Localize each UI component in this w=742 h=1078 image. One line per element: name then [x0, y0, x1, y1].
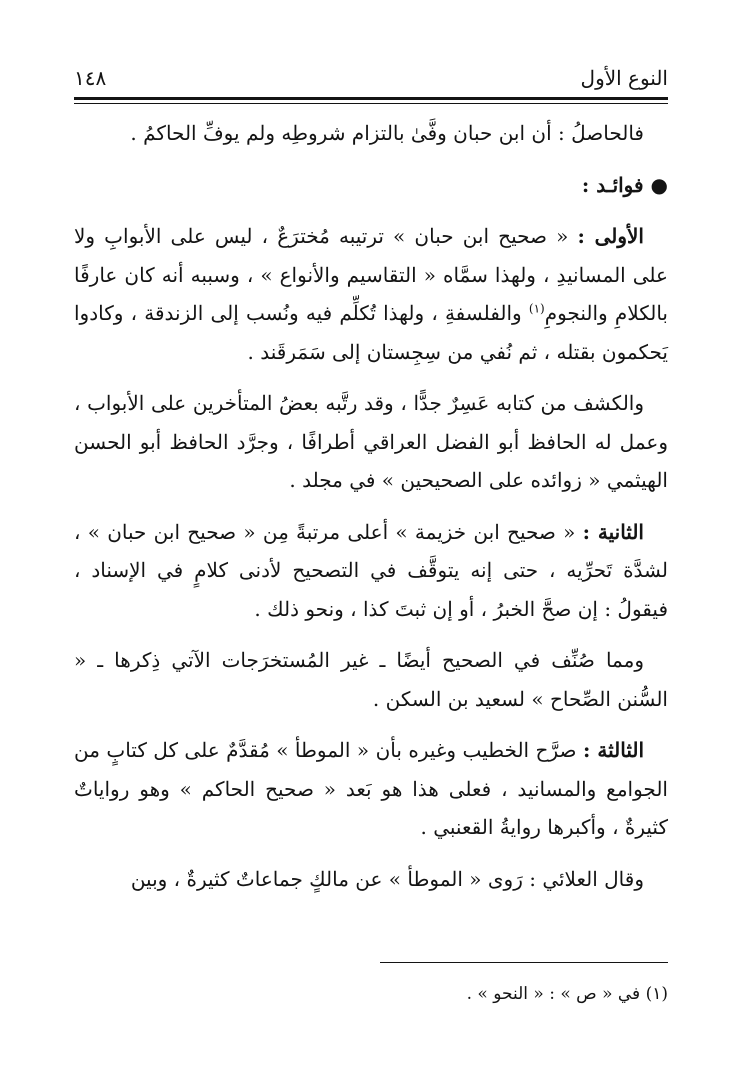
- lead-third: الثالثة :: [582, 738, 644, 762]
- header-rule-thin: [74, 103, 668, 104]
- paragraph-third: [74, 731, 668, 847]
- footnote-marker: (١): [528, 301, 545, 316]
- header-rule-thick: [74, 97, 668, 100]
- running-title: النوع الأول: [580, 66, 668, 90]
- paragraph-second: [74, 513, 668, 629]
- section-heading: ● فوائـد :: [581, 172, 668, 197]
- main-text: [74, 114, 668, 911]
- page-header: [74, 58, 668, 98]
- lead-first: الأولى :: [577, 224, 644, 248]
- paragraph-kashf: والكشف من كتابه عَسِرٌ جدًّا ، وقد رتَّبه بعضُ المتأخرين على الأبواب ، وعمل له الحافظ أبو الفضل العراقي أطرافًا ، وجرَّد الحافظ أبو الحسن الهيثمي « زوائده على الصحيحين » في مجلد .: [74, 391, 668, 492]
- page-number: ١٤٨: [74, 66, 107, 90]
- text-second: « صحيح ابن خزيمة » أعلى مرتبةً مِن « صحيح ابن حبان » ، لشدَّة تَحرِّيه ، حتى إنه يتوقَّف في التصحيح لأدنى كلامٍ في الإسناد ، فيقولُ : إن صحَّ الخبرُ ، أو إن ثبتَ كذا ، ونحو ذلك .: [74, 519, 668, 621]
- paragraph-first: [74, 217, 668, 371]
- lead-second: الثانية :: [582, 519, 644, 544]
- paragraph-alai: وقال العلائي : رَوى « الموطأ » عن مالكٍ جماعاتٌ كثيرةٌ ، وبين: [130, 866, 644, 891]
- paragraph-conclusion: فالحاصلُ : أن ابن حبان وفَّىٰ بالتزام شروطِه ولم يوفِّ الحاكمُ .: [130, 121, 644, 145]
- paragraph-sunan: ومما صُنِّف في الصحيح أيضًا ـ غير المُستخرَجات الآتي ذِكرها ـ « السُّنن الصِّحاح » لسعيد بن السكن .: [74, 648, 668, 711]
- text-first-b: والفلسفةِ ، ولهذا تُكلِّم فيه ونُسب إلى الزندقة ، وكادوا يَحكمون بقتله ، ثم نُفي من سِجِستان إلى سَمَرقَند .: [74, 301, 668, 364]
- footnote-rule: [380, 962, 668, 963]
- footnote: (١) في « ص » : « النحو » .: [466, 984, 668, 1004]
- text-first-a: « صحيح ابن حبان » ترتيبه مُخترَعٌ ، ليس على الأبوابِ ولا على المسانيدِ ، ولهذا سمَّاه « التقاسيم والأنواع » ، وسببه أنه كان عارفًا بالكلامِ والنجومِ: [74, 224, 668, 325]
- fawaid-heading: [74, 166, 668, 205]
- text-third: صرَّح الخطيب وغيره بأن « الموطأ » مُقدَّمٌ على كل كتابٍ من الجوامع والمسانيد ، فعلى هذا هو بَعد « صحيح الحاكم » وهو رواياتٌ كثيرةٌ ، وأكبرها روايةُ القعنبي .: [74, 738, 668, 839]
